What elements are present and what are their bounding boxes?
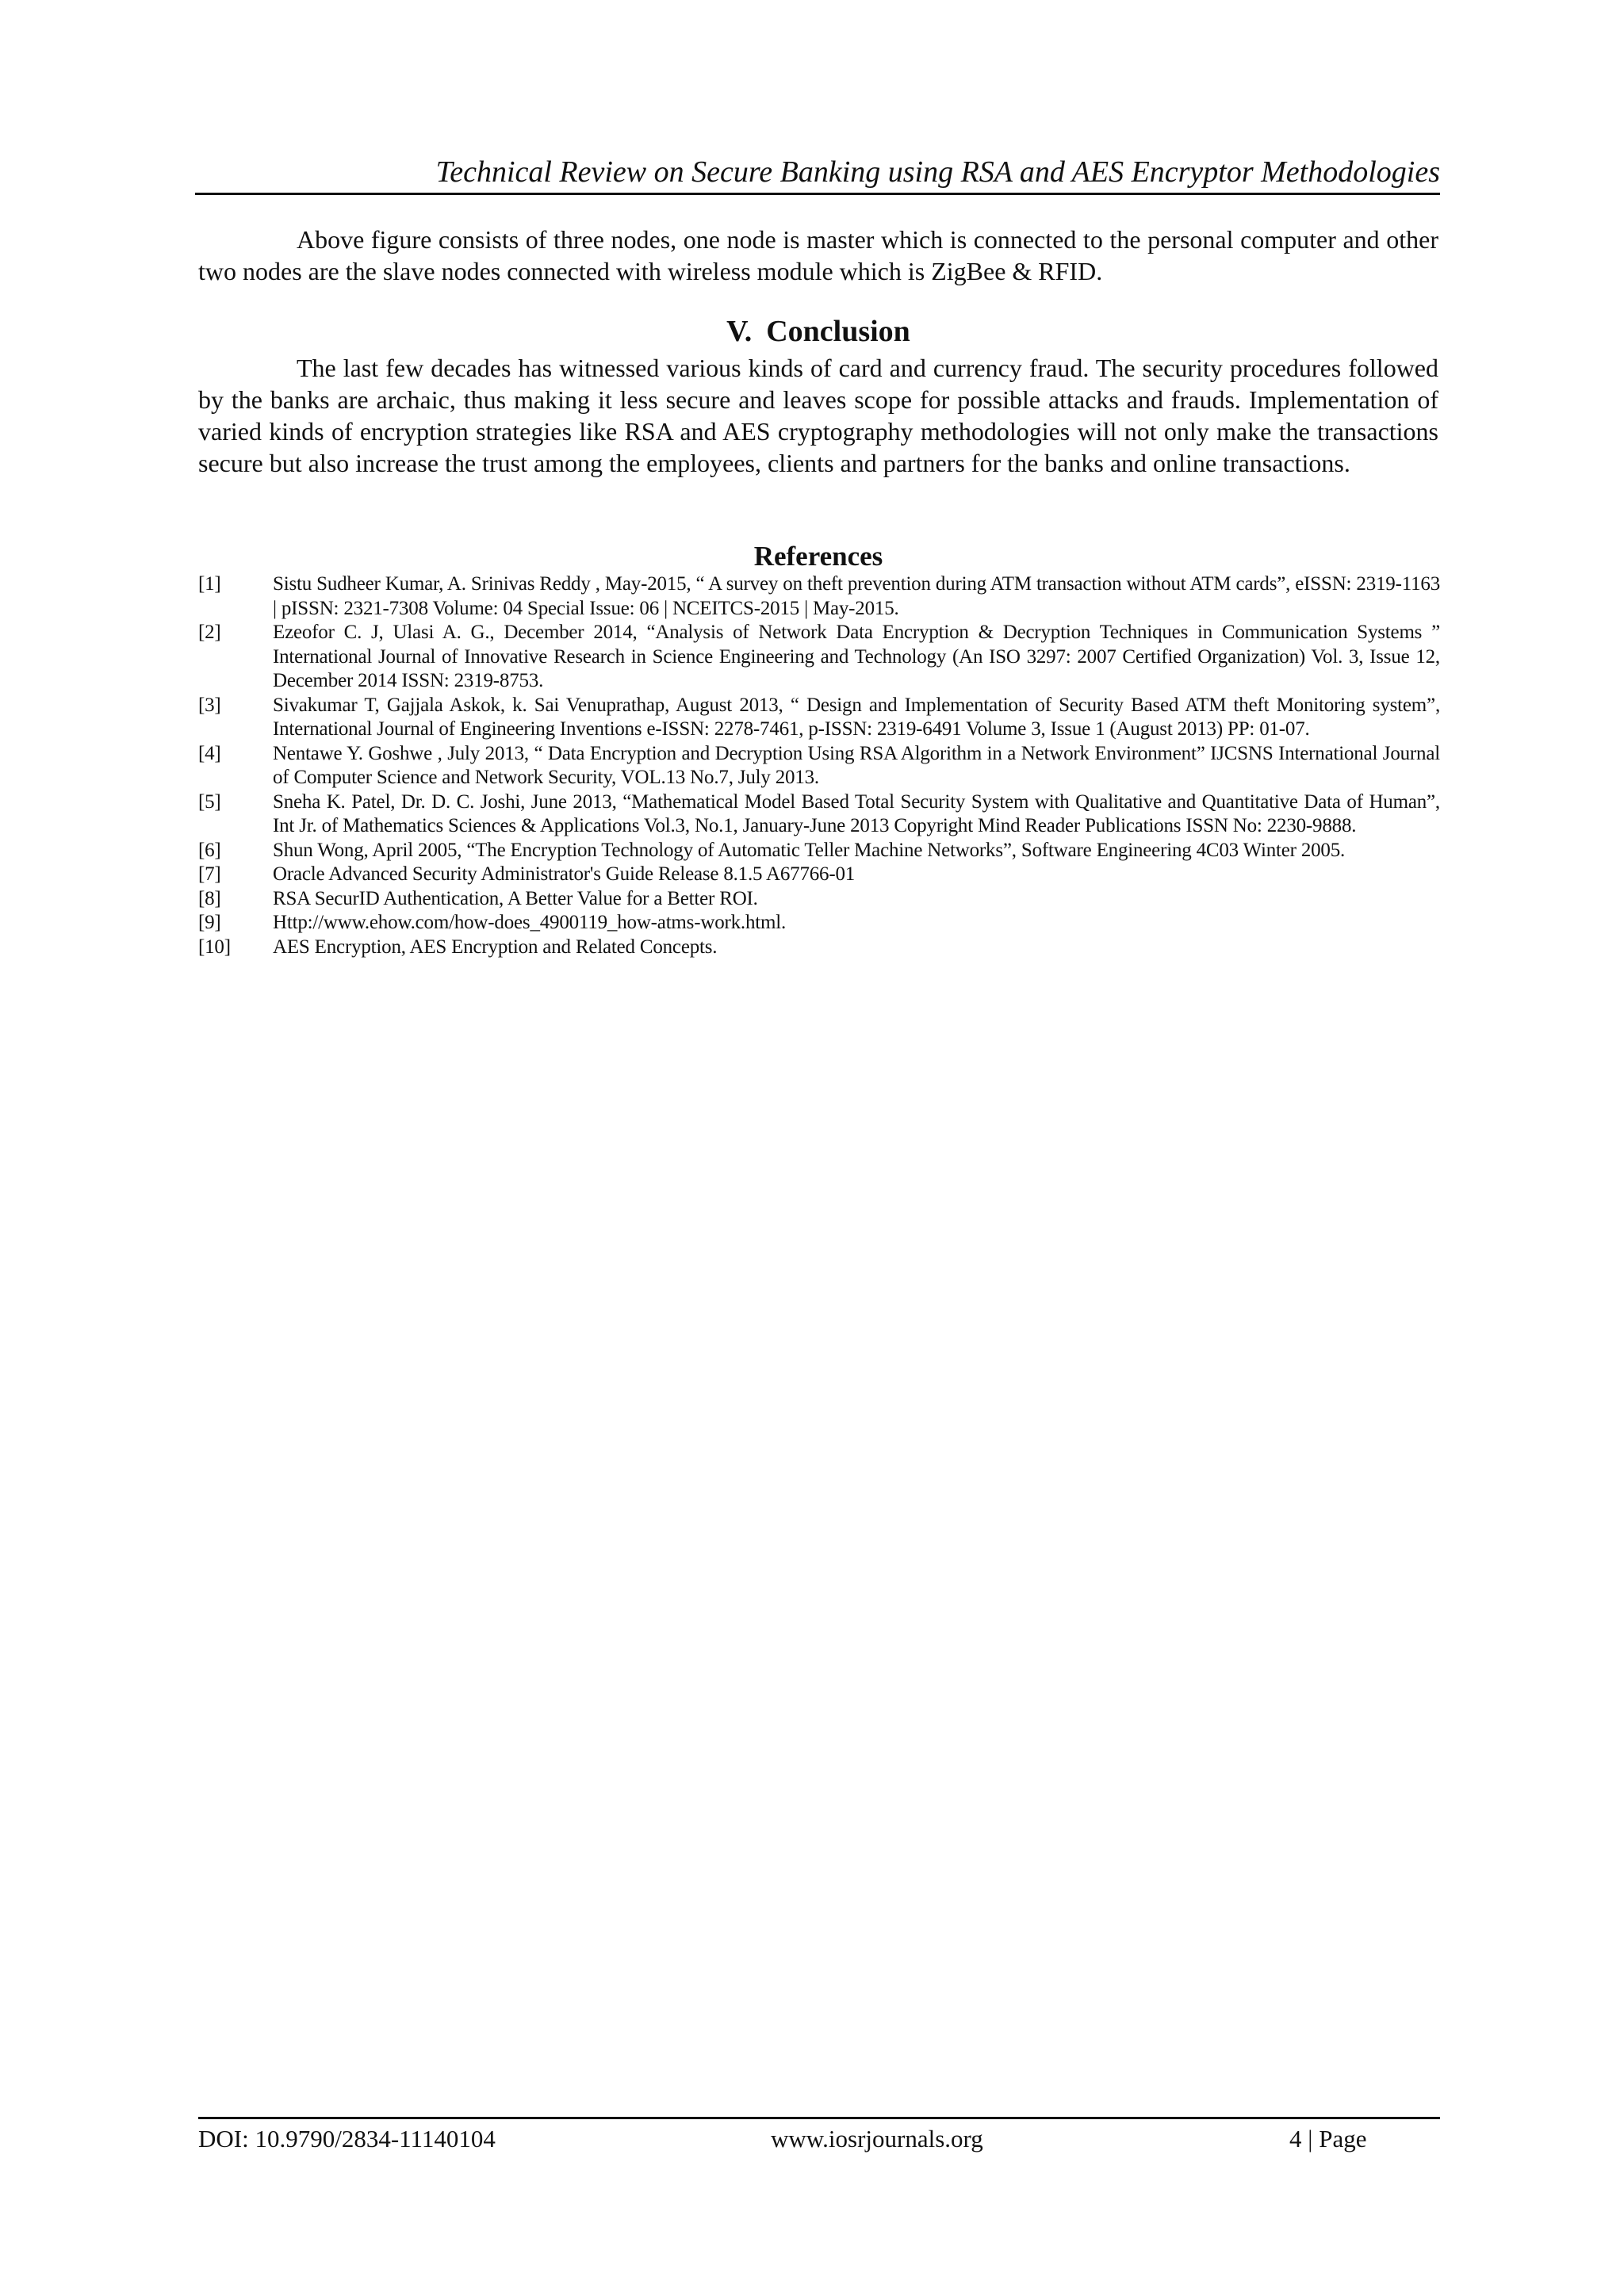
reference-text: Sneha K. Patel, Dr. D. C. Joshi, June 2013, “Mathematical Model Based Total Security System with Qualitative and Quantitative Data of Human”, Int Jr. of Mathematics Sciences & Applications Vol.3, No.1, January-June 2013 Copyright Mind Reader Publications ISSN No: 2230-9888. (273, 790, 1440, 836)
reference-item (198, 694, 1440, 742)
reference-number: [3] (198, 694, 221, 716)
reference-number: [6] (198, 839, 221, 861)
reference-item (198, 839, 1440, 863)
reference-number: [4] (198, 742, 221, 764)
reference-number: [2] (198, 622, 221, 643)
reference-text: Ezeofor C. J, Ulasi A. G., December 2014, “Analysis of Network Data Encryption & Decryption Techniques in Communication Systems ” International Journal of Innovative Research in Science Engineering and Technology (An ISO 3297: 2007 Certified Organization) Vol. 3, Issue 12, December 2014 ISSN: 2319-8753. (273, 622, 1440, 691)
reference-text: Nentawe Y. Goshwe , July 2013, “ Data Encryption and Decryption Using RSA Algorithm in a Network Environment” IJCSNS International Journal of Computer Science and Network Security, VOL.13 No.7, July 2013. (273, 742, 1440, 788)
reference-item (198, 742, 1440, 790)
reference-item (198, 863, 1440, 887)
references-heading: References (753, 541, 883, 572)
footer-divider (198, 2117, 1440, 2119)
reference-text: AES Encryption, AES Encryption and Related Concepts. (273, 936, 718, 958)
conclusion-heading (198, 313, 1438, 350)
intro-paragraph: Above figure consists of three nodes, one node is master which is connected to the personal computer and other two nodes are the slave nodes connected with wireless module which is ZigBee & RFID. (198, 225, 1438, 285)
reference-number: [10] (198, 936, 231, 958)
reference-item (198, 621, 1440, 694)
reference-item (198, 790, 1440, 839)
footer-doi: DOI: 10.9790/2834-11140104 (198, 2125, 496, 2152)
section-title: Conclusion (766, 315, 910, 348)
header-divider (195, 193, 1440, 195)
reference-text: Http://www.ehow.com/how-does_4900119_how-atms-work.html. (273, 912, 787, 933)
reference-item (198, 911, 1440, 936)
reference-text: Oracle Advanced Security Administrator's Guide Release 8.1.5 A67766-01 (273, 863, 856, 885)
footer-page-number: 4 | Page (1289, 2125, 1367, 2152)
reference-text: Sistu Sudheer Kumar, A. Srinivas Reddy , May-2015, “ A survey on theft prevention during ATM transaction without ATM cards”, eISSN: 2319-1163 | pISSN: 2321-7308 Volume: 04 Special Issue: 06 | NCEITCS-2015 | May-2015. (273, 573, 1440, 619)
conclusion-paragraph: The last few decades has witnessed various kinds of card and currency fraud. The security procedures followed by the banks are archaic, thus making it less secure and leaves scope for possible attacks and frauds. Implementation of varied kinds of encryption strategies like RSA and AES cryptography methodologies will not only make the transactions secure but also increase the trust among the employees, clients and partners for the banks and online transactions. (198, 354, 1438, 477)
reference-number: [7] (198, 863, 221, 885)
references-list (198, 572, 1440, 959)
reference-number: [5] (198, 790, 221, 813)
section-number: V. (726, 315, 753, 348)
reference-number: [8] (198, 887, 221, 909)
running-header: Technical Review on Secure Banking using RSA and AES Encryptor Methodologies (435, 155, 1440, 189)
reference-number: [1] (198, 573, 221, 595)
reference-number: [9] (198, 912, 221, 933)
reference-text: RSA SecurID Authentication, A Better Value for a Better ROI. (273, 887, 758, 909)
reference-item (198, 936, 1440, 960)
reference-item (198, 572, 1440, 621)
reference-item (198, 887, 1440, 912)
reference-text: Shun Wong, April 2005, “The Encryption Technology of Automatic Teller Machine Networks”, Software Engineering 4C03 Winter 2005. (273, 839, 1346, 861)
reference-text: Sivakumar T, Gajjala Askok, k. Sai Venuprathap, August 2013, “ Design and Implementation of Security Based ATM theft Monitoring system”, International Journal of Engineering Inventions e-ISSN: 2278-7461, p-ISSN: 2319-6491 Volume 3, Issue 1 (August 2013) PP: 01-07. (273, 694, 1440, 740)
footer-website: www.iosrjournals.org (771, 2125, 983, 2152)
